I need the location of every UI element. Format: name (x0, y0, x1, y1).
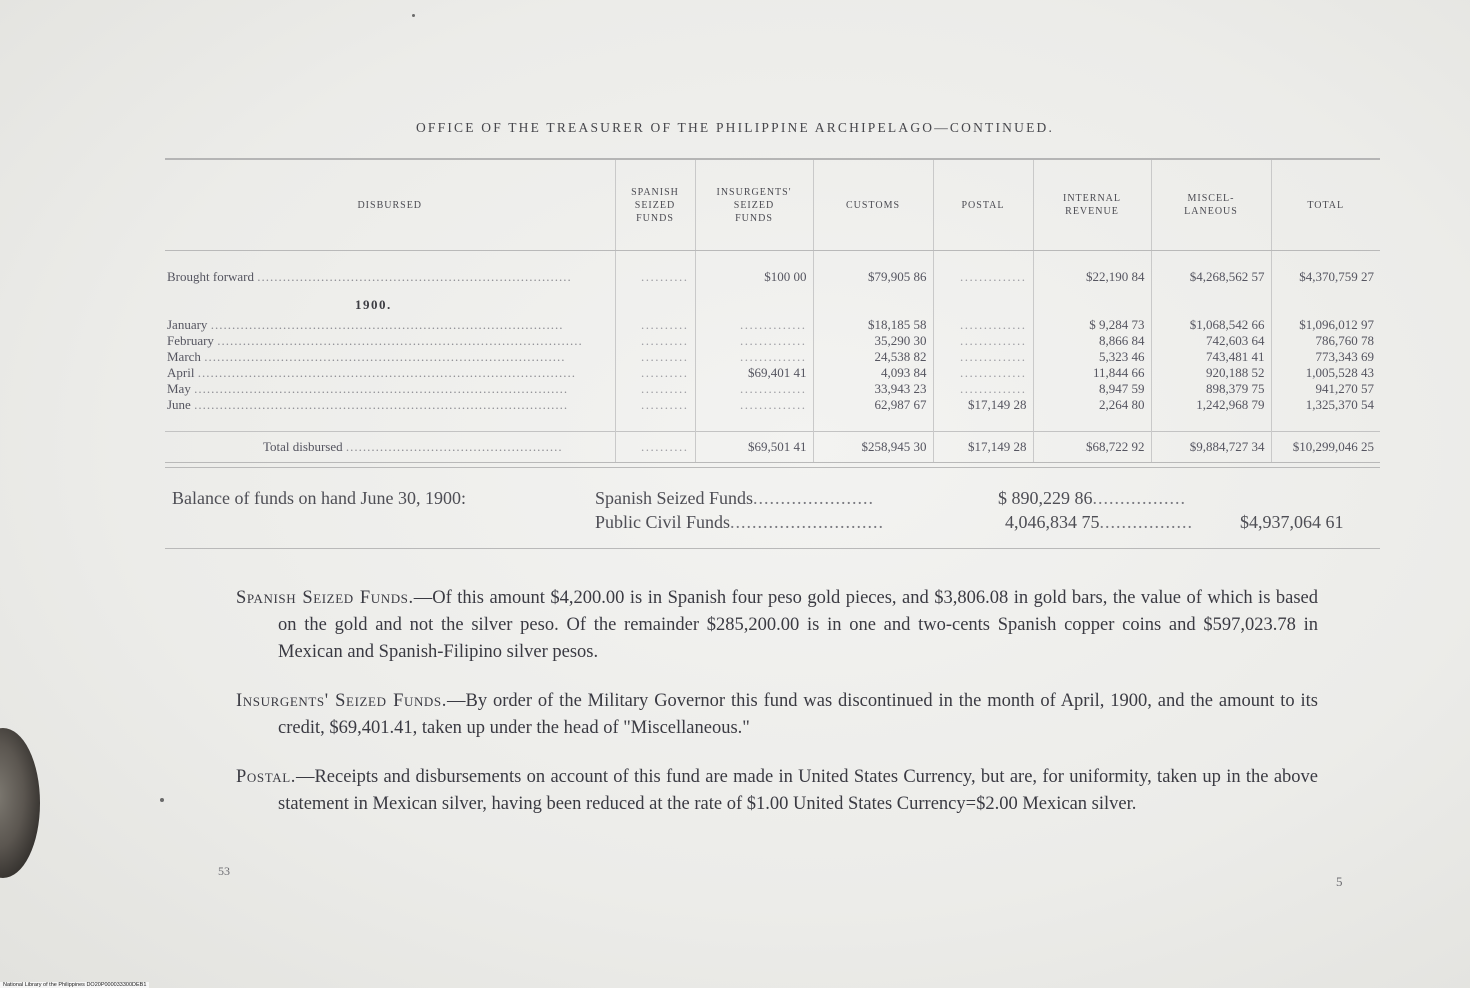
page-heading: OFFICE OF THE TREASURER OF THE PHILIPPINE ARCHIPELAGO—CONTINUED. (415, 120, 1055, 135)
balance-label: Balance of funds on hand June 30, 1900: (172, 488, 466, 508)
cell-misc: 743,481 41 (1151, 349, 1271, 365)
scan-speck (160, 798, 164, 802)
cell-total: 1,325,370 54 (1271, 397, 1380, 413)
cell-misc: 920,188 52 (1151, 365, 1271, 381)
cell-customs: 62,987 67 (813, 397, 933, 413)
table-row-total-disbursed: Total disbursed ................................................... .......... $69,501 41 $258,945 30 $17,149 28 $68,722 92 $9,884,727 34 $10,299,046 25 (165, 432, 1380, 463)
cell-internal: $22,190 84 (1033, 269, 1151, 285)
disbursement-table (165, 158, 1380, 463)
balance-grand-total: $4,937,064 61 (1240, 512, 1344, 532)
cell-misc: 1,242,968 79 (1151, 397, 1271, 413)
cell-spanish: .......... (615, 365, 695, 381)
cell-spanish: .......... (615, 397, 695, 413)
cell-customs: 33,943 23 (813, 381, 933, 397)
cell-insurgents: .............. (695, 317, 813, 333)
row-label: February (167, 333, 214, 348)
cell-customs: $18,185 58 (813, 317, 933, 333)
cell-customs: 35,290 30 (813, 333, 933, 349)
cell-insurgents: $69,401 41 (695, 365, 813, 381)
balance-public-amount: 4,046,834 75................. (1005, 512, 1193, 532)
scan-speck (412, 14, 415, 17)
cell-insurgents: .............. (695, 349, 813, 365)
row-label: Brought forward (167, 269, 255, 284)
cell-postal: .............. (933, 365, 1033, 381)
cell-misc: 898,379 75 (1151, 381, 1271, 397)
cell-customs: 24,538 82 (813, 349, 933, 365)
cell-customs: 4,093 84 (813, 365, 933, 381)
header-miscellaneous: MISCEL- LANEOUS (1151, 159, 1271, 251)
cell-customs: $258,945 30 (813, 432, 933, 463)
cell-internal: 11,844 66 (1033, 365, 1151, 381)
balance-spanish-row: Spanish Seized Funds...................... (595, 488, 875, 508)
cell-insurgents: .............. (695, 397, 813, 413)
cell-insurgents: $69,501 41 (695, 432, 813, 463)
cell-misc: $9,884,727 34 (1151, 432, 1271, 463)
page-number-right: 5 (1336, 874, 1343, 889)
cell-total: 1,005,528 43 (1271, 365, 1380, 381)
cell-spanish: .......... (615, 317, 695, 333)
header-total: TOTAL (1271, 159, 1380, 251)
divider-rule (165, 548, 1380, 549)
cell-total: $10,299,046 25 (1271, 432, 1380, 463)
cell-insurgents: .............. (695, 333, 813, 349)
table-row-year (165, 285, 1380, 317)
cell-total: $4,370,759 27 (1271, 269, 1380, 285)
cell-insurgents: .............. (695, 381, 813, 397)
balance-spanish-amount: $ 890,229 86................. (998, 488, 1186, 508)
cell-misc: $4,268,562 57 (1151, 269, 1271, 285)
row-label: January (167, 317, 208, 332)
balance-public-label: Public Civil Funds (595, 512, 731, 532)
cell-total: $1,096,012 97 (1271, 317, 1380, 333)
table-row-month: February ...................................................................................... .......... .............. 35,290 30 .............. 8,866 84 742,603 64 786,760 78 (165, 333, 1380, 349)
cell-insurgents: $100 00 (695, 269, 813, 285)
row-label: March (167, 349, 201, 364)
cell-internal: 8,947 59 (1033, 381, 1151, 397)
header-spanish-seized-funds: SPANISH SEIZED FUNDS (615, 159, 695, 251)
cell-postal: .............. (933, 381, 1033, 397)
header-customs: CUSTOMS (813, 159, 933, 251)
row-label: Total disbursed (263, 439, 343, 454)
row-label: April (167, 365, 195, 380)
row-label: June (167, 397, 191, 412)
table-row-brought-forward: Brought forward .......................................................................... .......... $100 00 $79,905 86 .............. $22,190 84 $4,268,562 57 $4,370,759 27 (165, 269, 1380, 285)
header-insurgents-seized-funds: INSURGENTS' SEIZED FUNDS (695, 159, 813, 251)
cell-internal: $68,722 92 (1033, 432, 1151, 463)
cell-postal: .............. (933, 333, 1033, 349)
header-postal: POSTAL (933, 159, 1033, 251)
cell-total: 773,343 69 (1271, 349, 1380, 365)
cell-misc: $1,068,542 66 (1151, 317, 1271, 333)
scan-thumb-shadow (0, 728, 40, 878)
divider-rule (165, 467, 1380, 468)
row-label: May (167, 381, 191, 396)
table-row-month: May ........................................................................................ .......... .............. 33,943 23 .............. 8,947 59 898,379 75 941,270 57 (165, 381, 1380, 397)
note-spanish-seized-funds: Spanish Seized Funds.—Of this amount $4,200.00 is in Spanish four peso gold pieces, and $3,806.08 in gold bars, the value of which is based on the gold and not the silver peso. Of the remainder $285,200.00 is in one and two-cents Spanish copper coins and $597,023.78 in Mexican and Spanish-Filipino silver pesos. (236, 588, 1318, 662)
cell-customs: $79,905 86 (813, 269, 933, 285)
cell-postal: .............. (933, 349, 1033, 365)
cell-postal: .............. (933, 317, 1033, 333)
header-internal-revenue: INTERNAL REVENUE (1033, 159, 1151, 251)
table-row-month: March ..................................................................................... .......... .............. 24,538 82 .............. 5,323 46 743,481 41 773,343 69 (165, 349, 1380, 365)
table-row-month: June ........................................................................................ .......... .............. 62,987 67 $17,149 28 2,264 80 1,242,968 79 1,325,370 54 (165, 397, 1380, 413)
header-disbursed: DISBURSED (165, 159, 615, 251)
cell-total: 786,760 78 (1271, 333, 1380, 349)
year-label: 1900. (355, 297, 392, 312)
cell-internal: $ 9,284 73 (1033, 317, 1151, 333)
cell-total: 941,270 57 (1271, 381, 1380, 397)
cell-postal: $17,149 28 (933, 397, 1033, 413)
cell-spanish: .......... (615, 381, 695, 397)
footer-credit: National Library of the Philippines DO20P000033300DEB1 (0, 982, 149, 988)
footnotes (236, 585, 1318, 840)
cell-misc: 742,603 64 (1151, 333, 1271, 349)
table-row-month: January ................................................................................... .......... .............. $18,185 58 .............. $ 9,284 73 $1,068,542 66 $1,096,012 97 (165, 317, 1380, 333)
cell-internal: 5,323 46 (1033, 349, 1151, 365)
note-insurgents-seized-funds: Insurgents' Seized Funds.—By order of the Military Governor this fund was discontinued in the month of April, 1900, and the amount to its credit, $69,401.41, taken up under the head of "Miscellaneous." (236, 691, 1318, 738)
table-header-row (165, 159, 1380, 251)
page-number-left: 53 (218, 864, 230, 878)
cell-spanish: .......... (615, 333, 695, 349)
table-row-month: April ......................................................................................... .......... $69,401 41 4,093 84 .............. 11,844 66 920,188 52 1,005,528 43 (165, 365, 1380, 381)
note-postal: Postal.—Receipts and disbursements on account of this fund are made in United States Currency, but are, for uniformity, taken up in the above statement in Mexican silver, having been reduced at the rate of $1.00 United States Currency=$2.00 Mexican silver. (236, 767, 1318, 814)
balance-public-row: Public Civil Funds............................ (595, 512, 885, 532)
cell-internal: 8,866 84 (1033, 333, 1151, 349)
cell-internal: 2,264 80 (1033, 397, 1151, 413)
cell-postal: $17,149 28 (933, 432, 1033, 463)
balance-spanish-label: Spanish Seized Funds (595, 488, 754, 508)
cell-spanish: .......... (615, 349, 695, 365)
